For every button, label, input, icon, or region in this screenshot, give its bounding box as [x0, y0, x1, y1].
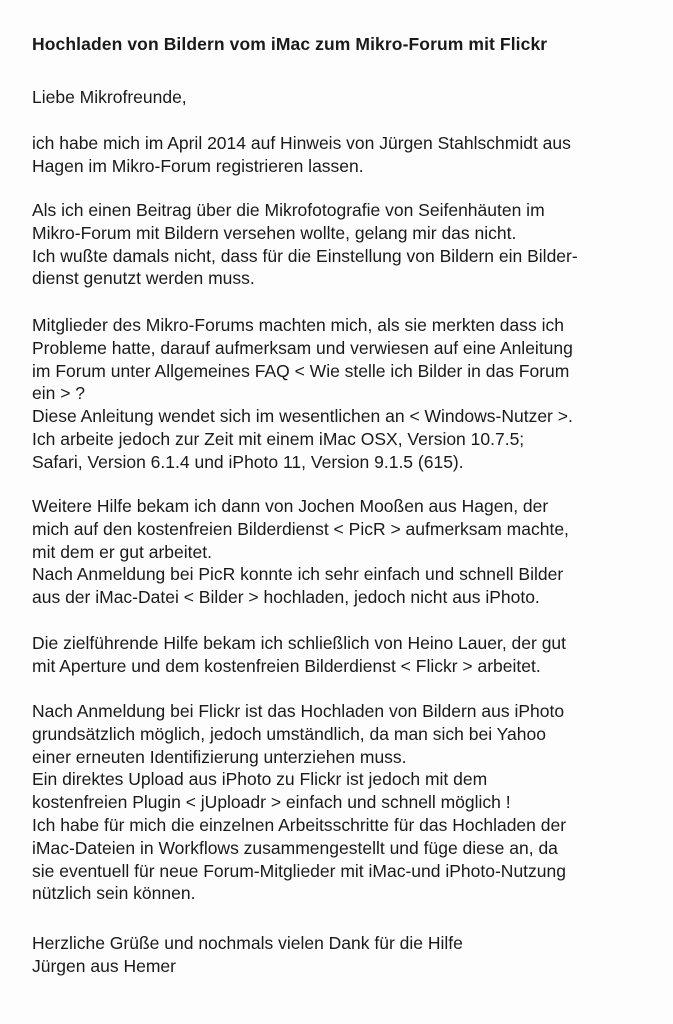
- text-line: Hagen im Mikro-Forum registrieren lassen.: [32, 155, 364, 176]
- text-line: Safari, Version 6.1.4 und iPhoto 11, Version 9.1.5 (615).: [32, 451, 464, 472]
- text-line: Jürgen aus Hemer: [32, 955, 176, 976]
- text-line: mit Aperture und dem kostenfreien Bilderdienst < Flickr > arbeitet.: [32, 655, 541, 676]
- text-line: Herzliche Grüße und nochmals vielen Dank für die Hilfe: [32, 933, 463, 953]
- text-line: mich auf den kostenfreien Bilderdienst < PicR > aufmerksam machte,: [32, 518, 569, 539]
- text-line: Nach Anmeldung bei PicR konnte ich sehr einfach und schnell Bilder: [32, 564, 564, 585]
- text-line: Ich habe für mich die einzelnen Arbeitsschritte für das Hochladen der: [32, 814, 567, 835]
- text-line: grundsätzlich möglich, jedoch umständlich, da man sich bei Yahoo: [32, 723, 546, 744]
- text-line: im Forum unter Allgemeines FAQ < Wie stelle ich Bilder in das Forum: [32, 360, 570, 381]
- paragraph-forum-help: [32, 314, 573, 474]
- text-line: mit dem er gut arbeitet.: [32, 541, 212, 562]
- document-title: Hochladen von Bildern vom iMac zum Mikro-Forum mit Flickr: [32, 34, 548, 54]
- text-line: aus der iMac-Datei < Bilder > hochladen, jedoch nicht aus iPhoto.: [32, 587, 540, 608]
- text-line: ich habe mich im April 2014 auf Hinweis von Jürgen Stahlschmidt aus: [32, 133, 571, 153]
- text-line: iMac-Dateien in Workflows zusammengestellt und füge diese an, da: [32, 837, 558, 858]
- paragraph-picr: [32, 495, 569, 609]
- text-line: Die zielführende Hilfe bekam ich schließlich von Heino Lauer, der gut: [32, 633, 567, 653]
- text-line: kostenfreien Plugin < jUploadr > einfach und schnell möglich !: [32, 792, 511, 813]
- paragraph-registration: [32, 132, 571, 178]
- text-line: Mikro-Forum mit Bildern versehen wollte, gelang mir das nicht.: [32, 222, 517, 243]
- text-line: dienst genutzt werden muss.: [32, 268, 255, 289]
- paragraph-first-attempt: [32, 199, 578, 290]
- text-line: Mitglieder des Mikro-Forums machten mich, als sie merkten dass ich: [32, 315, 564, 335]
- paragraph-flickr-help: [32, 632, 566, 678]
- text-line: Weitere Hilfe bekam ich dann von Jochen Mooßen aus Hagen, der: [32, 496, 549, 516]
- text-line: sie eventuell für neue Forum-Mitglieder mit iMac-und iPhoto-Nutzung: [32, 860, 566, 881]
- text-line: Probleme hatte, darauf aufmerksam und verwiesen auf eine Anleitung: [32, 337, 573, 358]
- text-line: nützlich sein können.: [32, 883, 196, 904]
- text-line: Ein direktes Upload aus iPhoto zu Flickr ist jedoch mit dem: [32, 769, 488, 790]
- text-line: Als ich einen Beitrag über die Mikrofotografie von Seifenhäuten im: [32, 200, 545, 220]
- text-line: Ich arbeite jedoch zur Zeit mit einem iMac OSX, Version 10.7.5;: [32, 428, 525, 449]
- paragraph-flickr-upload: [32, 700, 566, 905]
- text-line: Nach Anmeldung bei Flickr ist das Hochladen von Bildern aus iPhoto: [32, 701, 565, 721]
- text-line: ein > ?: [32, 383, 86, 404]
- paragraph-closing: [32, 932, 463, 978]
- paragraph-greeting: [32, 86, 187, 109]
- text-line: Ich wußte damals nicht, dass für die Einstellung von Bildern ein Bilder-: [32, 245, 578, 266]
- text-line: Diese Anleitung wendet sich im wesentlichen an < Windows-Nutzer >.: [32, 406, 573, 427]
- text-line: einer erneuten Identifizierung unterziehen muss.: [32, 746, 407, 767]
- text-line: Liebe Mikrofreunde,: [32, 87, 187, 107]
